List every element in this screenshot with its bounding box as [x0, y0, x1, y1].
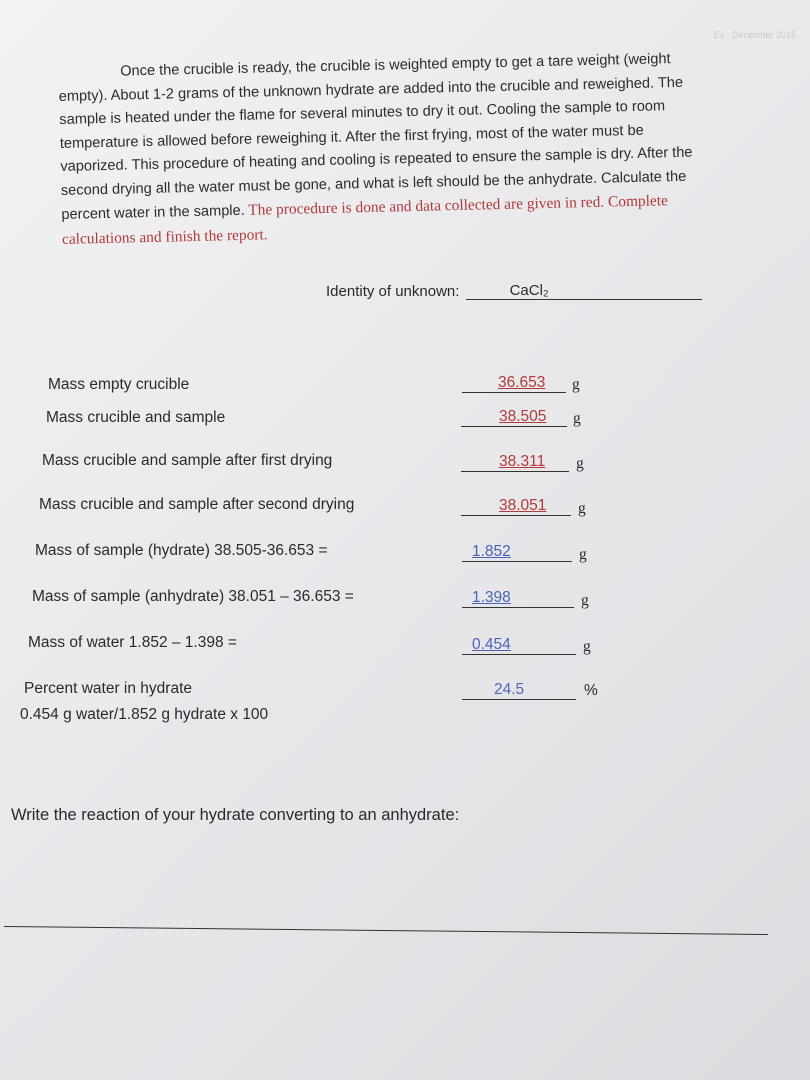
value-line-mass-crucible-sample	[461, 407, 567, 427]
value-mass-hydrate: 1.852	[472, 543, 511, 560]
identity-field	[326, 282, 702, 300]
row-label-first-drying: Mass crucible and sample after first drying	[42, 452, 333, 469]
reaction-prompt: Write the reaction of your hydrate converting to an anhydrate:	[11, 806, 460, 824]
value-line-second-drying	[461, 496, 571, 516]
value-line-mass-water	[462, 635, 576, 655]
intro-line-4: temperature is allowed before reweighing it. After the first frying, most of the water must be	[59, 122, 644, 152]
identity-label: Identity of unknown:	[326, 283, 460, 300]
row-label-percent-formula: 0.454 g water/1.852 g hydrate x 100	[20, 706, 269, 723]
unit-mass-crucible-sample: g	[573, 410, 581, 427]
value-mass-empty-crucible: 36.653	[498, 374, 546, 391]
intro-line-3: sample is heated under the flame for several minutes to dry it out. Cooling the sample to room	[59, 98, 666, 128]
row-label-mass-anhydrate: Mass of sample (anhydrate) 38.051 – 36.653 =	[32, 588, 354, 605]
intro-line-5: vaporized. This procedure of heating and cooling is repeated to ensure the sample is dry. After the	[60, 144, 693, 175]
reaction-answer-line	[4, 926, 768, 935]
unit-mass-empty-crucible: g	[572, 376, 580, 393]
identity-blank	[466, 282, 702, 300]
unit-mass-water: g	[583, 638, 591, 655]
row-label-mass-crucible-sample: Mass crucible and sample	[46, 409, 226, 426]
value-line-percent-water	[462, 680, 576, 700]
unit-first-drying: g	[576, 455, 584, 472]
corner-note: Ex · December 2015	[713, 30, 796, 40]
value-second-drying: 38.051	[499, 497, 547, 514]
intro-paragraph	[58, 46, 784, 251]
row-label-mass-water: Mass of water 1.852 – 1.398 =	[28, 634, 237, 651]
value-mass-water: 0.454	[472, 636, 511, 653]
value-line-mass-anhydrate	[462, 588, 574, 608]
row-label-second-drying: Mass crucible and sample after second drying	[39, 496, 355, 513]
intro-red-line-8: calculations and finish the report.	[61, 225, 268, 248]
intro-line-2: empty). About 1-2 grams of the unknown hydrate are added into the crucible and reweighed. The	[58, 74, 684, 105]
unit-percent-water: %	[584, 682, 598, 699]
intro-line-7: percent water in the sample.	[61, 202, 245, 223]
unit-second-drying: g	[578, 500, 586, 517]
value-line-mass-hydrate	[462, 542, 572, 562]
value-percent-water: 24.5	[494, 681, 525, 698]
row-label-mass-hydrate: Mass of sample (hydrate) 38.505-36.653 =	[35, 542, 328, 559]
unit-mass-anhydrate: g	[581, 592, 589, 609]
intro-red-instructions: The procedure is done and data collected are given in red. Complete	[244, 192, 669, 219]
identity-value: CaCl₂	[509, 282, 549, 299]
intro-line-6: second drying all the water must be gone, and what is left should be the anhydrate. Calculate the	[60, 168, 687, 199]
value-first-drying: 38.311	[499, 453, 546, 470]
unit-mass-hydrate: g	[579, 546, 587, 563]
value-line-first-drying	[461, 452, 569, 472]
value-mass-crucible-sample: 38.505	[499, 408, 547, 425]
value-mass-anhydrate: 1.398	[472, 589, 511, 606]
row-label-percent-water: Percent water in hydrate	[24, 680, 193, 697]
value-line-mass-empty-crucible	[462, 373, 566, 393]
intro-line-1: Once the crucible is ready, the crucible is weighted empty to get a tare weight (weight	[120, 51, 671, 80]
row-label-mass-empty-crucible: Mass empty crucible	[48, 376, 190, 393]
